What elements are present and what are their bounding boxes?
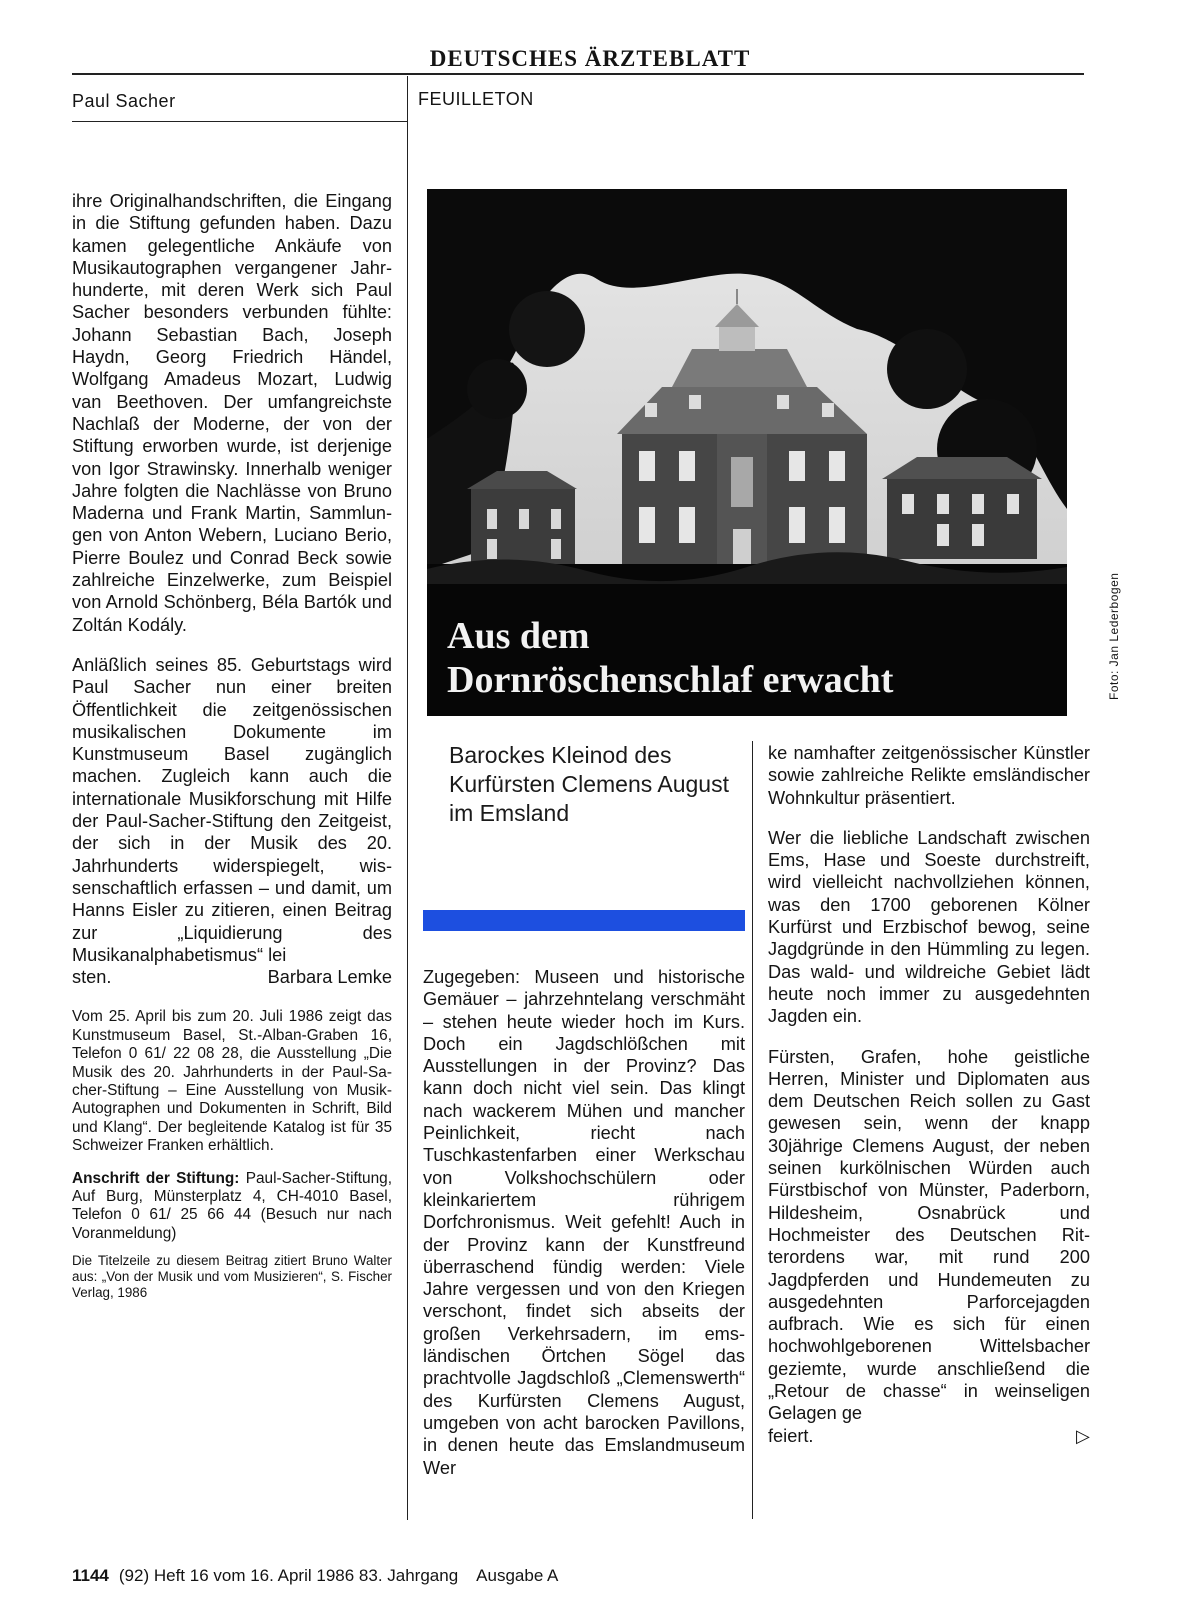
- middle-column: [423, 966, 745, 1497]
- photo-credit: Foto: Jan Lederbogen: [1107, 572, 1121, 700]
- title-source-note: Die Titelzeile zu diesem Beitrag zitiert Bruno Walter aus: „Von der Musik und vom Musizieren“, S. Fischer Verlag, 1986: [72, 1253, 392, 1301]
- column-divider-left: [407, 76, 408, 1520]
- right-paragraph-2: Wer die liebliche Landschaft zwischen Ems, Hase und Soeste durchstreift, wird vielleicht nachvollziehen können, was den 1700 geborenen Kölner Kurfürst und Erzbischof bewog, seine Jagdgründe in den Hümmling zu legen. Das wald- und wildreiche Gebiet lädt heute noch immer zu ausgedehnten Jagden ein.: [768, 827, 1090, 1027]
- left-paragraph-1: ihre Originalhandschriften, die Eingang in die Stiftung gefunden haben. Dazu kamen gelegentliche Ankäufe von Musikautographen vergangener Jahrhunderte, mit deren Werk sich Paul Sacher besonders verbunden fühlte: Johann Sebastian Bach, Joseph Haydn, Georg Friedrich Händel, Wolfgang Amadeus Mozart, Ludwig van Beethoven. Der umfangreichste Nachlaß der Moderne, der von der Stiftung erworben wurde, ist derjenige von Igor Strawinsky. Innerhalb weniger Jahre folgten die Nachlässe von Bruno Maderna und Frank Martin, Sammlungen von Anton Webern, Luciano Berio, Pierre Boulez und Conrad Beck sowie zahlreiche Einzelwerke, zum Beispiel von Arnold Schönberg, Béla Bartók und Zoltán Kodály.: [72, 191, 392, 635]
- foundation-address-label: Anschrift der Stiftung:: [72, 1169, 240, 1187]
- article-author: Barbara Lemke: [267, 967, 392, 988]
- author-header: Paul Sacher: [72, 91, 176, 111]
- page-number: 1144: [72, 1566, 109, 1585]
- article-title: [447, 614, 893, 702]
- right-paragraph-1: ke namhafter zeitgenössischer Künstler sowie zahlreiche Relikte emsländischer Wohnkultur präsentiert.: [768, 743, 1090, 808]
- author-signature-line: [72, 966, 392, 988]
- right-paragraph-3-last: feiert.: [768, 1425, 814, 1446]
- header-rule: [72, 121, 408, 122]
- page-footer: [72, 1566, 558, 1586]
- foundation-address: [72, 1170, 392, 1244]
- castle-photo: [427, 189, 1067, 716]
- continue-arrow-icon: ▷: [1076, 1425, 1090, 1446]
- masthead: DEUTSCHES ÄRZTEBLATT: [429, 46, 751, 71]
- right-column: [768, 742, 1090, 1447]
- edition: Ausgabe A: [476, 1566, 559, 1585]
- left-paragraph-2: [72, 654, 392, 966]
- right-paragraph-3-text: Fürsten, Grafen, hohe geistliche Herren, Minister und Diplomaten aus dem Deutschen Reich sollen zu Gast gewesen sein, wenn der knapp 30jährige Clemens August, der neben seinen kurkölnischen Würden auch Fürstbischof von Münster, Paderborn, Hildesheim, Osnabrück und Hochmeister des Deutschen Ritterordens war, mit rund 200 Jagdpferden und Hundemeuten zu ausgedehnten Parforcejagden aufbrach. Wie es sich für einen hochwohlgeborenen Wittelsbacher geziemte, wurde anschließend die „Retour de chasse“ in weinseligen Gelagen ge: [768, 1046, 1090, 1424]
- article-title-line-2: Dornröschenschlaf erwacht: [447, 659, 894, 701]
- blue-highlight-bar: [423, 910, 745, 931]
- left-column: [72, 190, 392, 1319]
- article-subtitle: Barockes Kleinod des Kurfürsten Clemens August im Emsland: [449, 742, 729, 826]
- article-title-line-1: Aus dem: [447, 615, 590, 657]
- column-divider-right: [752, 741, 753, 1519]
- left-paragraph-2-text: Anläßlich seines 85. Geburtstags wird Paul Sacher nun einer breiten Öffentlichkeit die zeitgenössischen musikalischen Dokumente im Kunstmuseum Basel zugänglich machen. Zugleich kann auch die internationale Musikforschung mit Hilfe der Paul-Sacher-Stiftung den Zeitgeist, der sich in der Musik des 20. Jahrhunderts widerspiegelt, wissenschaftlich erfassen – und damit, um Hanns Eisler zu zitieren, einen Beitrag zur „Liquidierung des Musikanalphabetismus“ lei: [72, 654, 392, 965]
- section-header: FEUILLETON: [418, 89, 534, 109]
- right-paragraph-3: [768, 1046, 1090, 1425]
- right-final-line: [768, 1425, 1090, 1447]
- middle-paragraph-1: Zugegeben: Museen und historische Gemäuer – jahrzehntelang verschmäht – stehen heute wieder hoch im Kurs. Doch ein Jagdschlößchen mit Ausstellungen in der Provinz? Das kann doch nicht viel sein. Das klingt nach wackerem Mühen und mancher Peinlichkeit, riecht nach Tuschkastenfarben einer Werkschau von Volkshochschülern oder kleinkariertem rührigem Dorfchronismus. Weit gefehlt! Auch in der Provinz kann der Kunstfreund überraschend fündig werden: Viele Jahre vergessen und von den Kriegen verschont, findet sich abseits der großen Verkehrsadern, im emsländischen Örtchen Sögel das prachtvolle Jagdschloß „Clemenswerth“ des Kurfürsten Clemens August, umgeben von acht barocken Pavillons, in denen heute das Emslandmuseum Wer: [423, 967, 745, 1478]
- foundation-address-text: Paul-Sacher-Stiftung, Auf Burg, Münsterplatz 4, CH-4010 Basel, Telefon 0 61/ 25 66 44 (Besuch nur nach Voranmeldung): [72, 1169, 392, 1242]
- left-paragraph-2-last: sten.: [72, 967, 112, 988]
- exhibition-note: Vom 25. April bis zum 20. Juli 1986 zeigt das Kunstmuseum Basel, St.-Alban-Graben 16, Telefon 0 61/ 22 08 28, die Ausstellung „Die Musik des 20. Jahrhunderts in der Paul-Sacher-Stiftung – Eine Ausstellung von Musik-Autographen und Dokumenten in Schrift, Bild und Klang“. Der begleitende Katalog ist für 35 Schweizer Franken erhältlich.: [72, 1008, 392, 1155]
- issue-info: (92) Heft 16 vom 16. April 1986 83. Jahrgang: [118, 1566, 459, 1585]
- masthead-rule: [72, 73, 1084, 75]
